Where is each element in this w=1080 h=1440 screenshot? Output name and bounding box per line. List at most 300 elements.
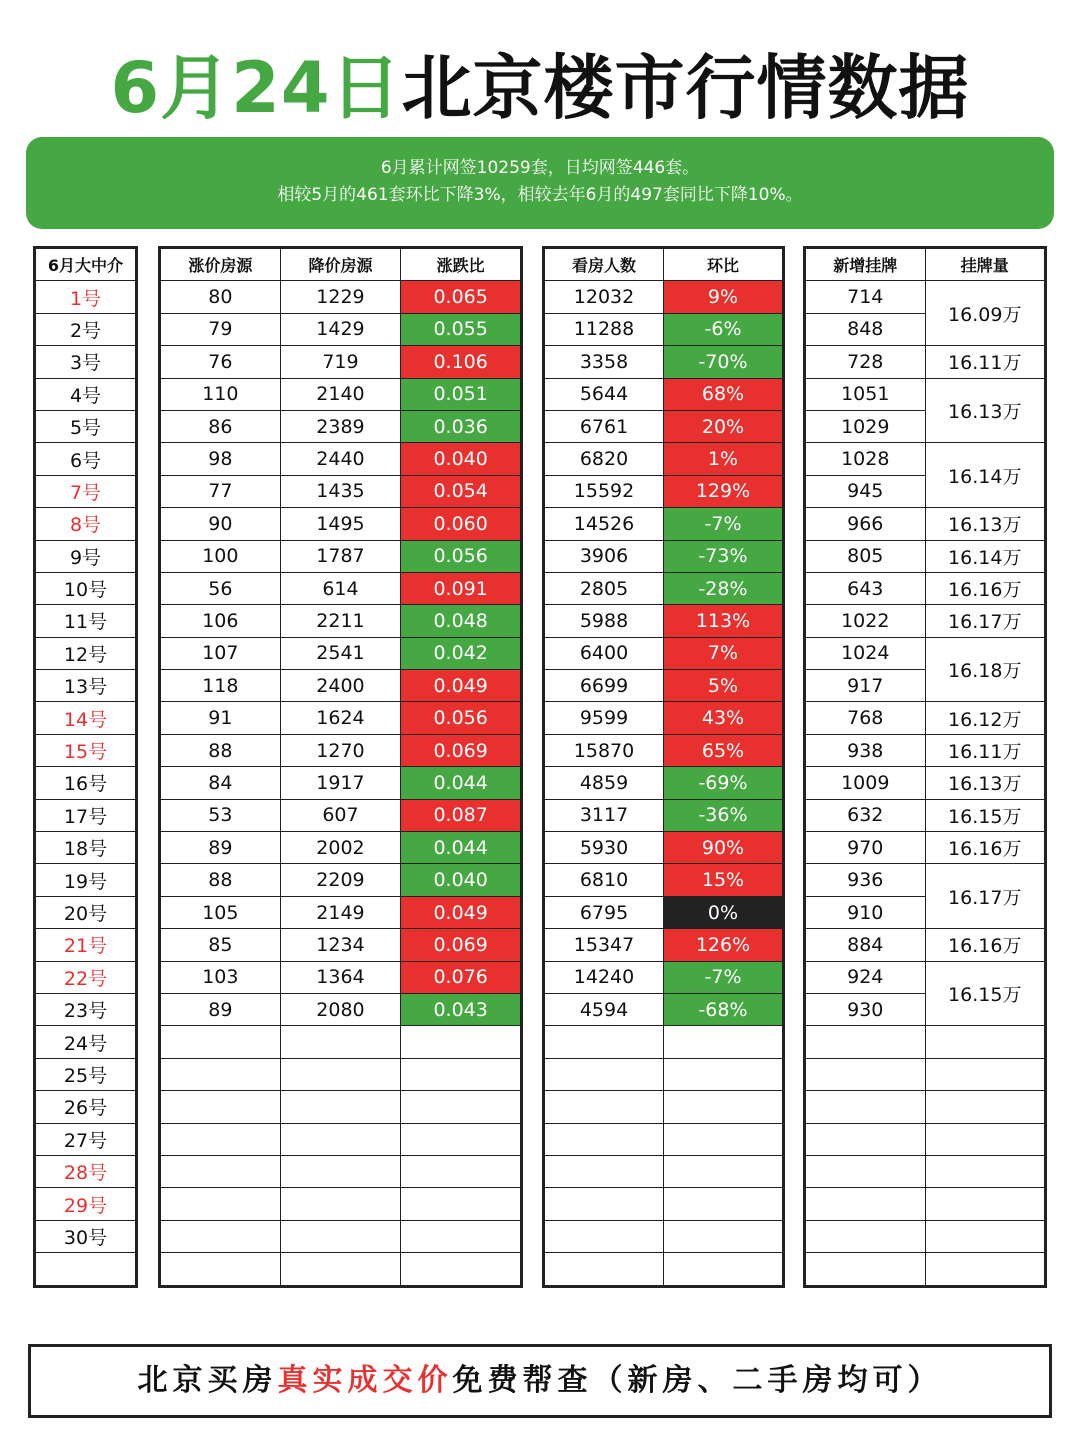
date-cell: 30号: [35, 1220, 137, 1252]
viewers-cell: 5988: [544, 605, 664, 637]
down-cell: 2541: [280, 637, 401, 669]
new-listing-cell: 910: [805, 896, 926, 928]
empty-cell: [805, 1123, 926, 1155]
table-row: [35, 864, 137, 896]
empty-cell: [805, 1220, 926, 1252]
date-cell: 23号: [35, 993, 137, 1025]
footer-text-2: 免费帮查（新房、二手房均可）: [452, 1363, 943, 1398]
table-row: [35, 1155, 137, 1187]
date-cell: 24号: [35, 1026, 137, 1058]
listing-cell: 16.16万: [925, 929, 1046, 961]
down-cell: 2400: [280, 670, 401, 702]
table-row: [35, 670, 137, 702]
ratio-cell: 0.043: [401, 993, 522, 1025]
empty-cell: [544, 1058, 664, 1090]
listing-cell: 16.13万: [925, 508, 1046, 540]
table-row: [544, 346, 784, 378]
empty-cell: [160, 1123, 281, 1155]
viewers-cell: 6795: [544, 896, 664, 928]
up-cell: 86: [160, 410, 281, 442]
table-row: [544, 734, 784, 766]
listing-cell: 16.16万: [925, 572, 1046, 604]
empty-cell: [160, 1091, 281, 1123]
down-cell: 1429: [280, 313, 401, 345]
mom-cell: -68%: [664, 993, 784, 1025]
mom-cell: 1%: [664, 443, 784, 475]
mom-cell: -73%: [664, 540, 784, 572]
viewers-cell: 6400: [544, 637, 664, 669]
empty-cell: [401, 1091, 522, 1123]
date-cell: 29号: [35, 1188, 137, 1220]
up-cell: 88: [160, 734, 281, 766]
table-row: [35, 346, 137, 378]
table-row: [805, 508, 1046, 540]
table-row: [35, 540, 137, 572]
new-listing-cell: 936: [805, 864, 926, 896]
down-cell: 2149: [280, 896, 401, 928]
new-listing-cell: 1028: [805, 443, 926, 475]
table-row: [805, 1253, 1046, 1286]
table-row: [160, 929, 522, 961]
date-cell: 11号: [35, 605, 137, 637]
header-ratio: 涨跌比: [401, 248, 522, 281]
empty-cell: [35, 1253, 137, 1286]
listing-cell: 16.14万: [925, 540, 1046, 572]
down-cell: 719: [280, 346, 401, 378]
ratio-cell: 0.076: [401, 961, 522, 993]
new-listing-cell: 1022: [805, 605, 926, 637]
empty-cell: [664, 1058, 784, 1090]
page-title: [0, 40, 1080, 136]
empty-cell: [805, 1091, 926, 1123]
date-cell: 13号: [35, 670, 137, 702]
table-row: [35, 572, 137, 604]
table-row: [544, 961, 784, 993]
table-row: [544, 832, 784, 864]
table-row: [160, 734, 522, 766]
header-mom: 环比: [664, 248, 784, 281]
empty-cell: [160, 1058, 281, 1090]
table-row: [544, 1091, 784, 1123]
table-row: [544, 864, 784, 896]
table-row: [160, 799, 522, 831]
date-cell: 3号: [35, 346, 137, 378]
down-cell: 1364: [280, 961, 401, 993]
new-listing-cell: 917: [805, 670, 926, 702]
ratio-cell: 0.042: [401, 637, 522, 669]
table-row: [160, 443, 522, 475]
mom-cell: -70%: [664, 346, 784, 378]
table-row: [35, 832, 137, 864]
empty-cell: [805, 1253, 926, 1286]
down-cell: 614: [280, 572, 401, 604]
table-row: [544, 1026, 784, 1058]
down-cell: 1234: [280, 929, 401, 961]
table-row: [805, 799, 1046, 831]
up-cell: 89: [160, 993, 281, 1025]
mom-cell: 90%: [664, 832, 784, 864]
date-cell: 2号: [35, 313, 137, 345]
new-listing-cell: 805: [805, 540, 926, 572]
down-cell: 1787: [280, 540, 401, 572]
ratio-cell: 0.065: [401, 281, 522, 313]
empty-cell: [925, 1123, 1046, 1155]
table-row: [160, 1091, 522, 1123]
table-row: [160, 670, 522, 702]
mom-cell: 15%: [664, 864, 784, 896]
table-row: [544, 1155, 784, 1187]
date-cell: 17号: [35, 799, 137, 831]
empty-cell: [280, 1155, 401, 1187]
empty-cell: [664, 1091, 784, 1123]
up-cell: 84: [160, 767, 281, 799]
up-cell: 56: [160, 572, 281, 604]
table-row: [544, 799, 784, 831]
new-listing-cell: 945: [805, 475, 926, 507]
date-table: [33, 246, 138, 1288]
table-row: [160, 896, 522, 928]
table-row: [544, 1253, 784, 1286]
table-row: [544, 508, 784, 540]
table-row: [544, 572, 784, 604]
mom-cell: 20%: [664, 410, 784, 442]
ratio-cell: 0.048: [401, 605, 522, 637]
viewers-cell: 15592: [544, 475, 664, 507]
table-row: [160, 1123, 522, 1155]
empty-cell: [401, 1058, 522, 1090]
new-listing-cell: 1051: [805, 378, 926, 410]
date-cell: 9号: [35, 540, 137, 572]
ratio-cell: 0.087: [401, 799, 522, 831]
down-cell: 1624: [280, 702, 401, 734]
date-cell: 5号: [35, 410, 137, 442]
table-row: [544, 443, 784, 475]
table-row: [805, 832, 1046, 864]
empty-cell: [544, 1123, 664, 1155]
table-row: [35, 378, 137, 410]
table-row: [544, 281, 784, 313]
table-row: [805, 1091, 1046, 1123]
listing-cell: 16.17万: [925, 605, 1046, 637]
table-row: [35, 443, 137, 475]
date-cell: 7号: [35, 475, 137, 507]
table-row: [160, 475, 522, 507]
empty-cell: [401, 1155, 522, 1187]
up-cell: 80: [160, 281, 281, 313]
summary-line-2: 相较5月的461套环比下降3%，相较去年6月的497套同比下降10%。: [277, 185, 803, 205]
up-cell: 89: [160, 832, 281, 864]
table-row: [544, 378, 784, 410]
up-cell: 100: [160, 540, 281, 572]
up-cell: 53: [160, 799, 281, 831]
table-row: [35, 475, 137, 507]
table-row: [805, 1123, 1046, 1155]
footer-banner: [28, 1344, 1052, 1418]
table-row: [805, 929, 1046, 961]
up-cell: 107: [160, 637, 281, 669]
ratio-cell: 0.044: [401, 767, 522, 799]
viewers-cell: 12032: [544, 281, 664, 313]
viewers-cell: 3117: [544, 799, 664, 831]
summary-line-1: 6月累计网签10259套，日均网签446套。: [380, 158, 700, 178]
date-cell: 28号: [35, 1155, 137, 1187]
viewers-cell: 15870: [544, 734, 664, 766]
up-cell: 110: [160, 378, 281, 410]
empty-cell: [160, 1253, 281, 1286]
header-new-listing: 新增挂牌: [805, 248, 926, 281]
mom-cell: 126%: [664, 929, 784, 961]
table-row: [35, 1058, 137, 1090]
new-listing-cell: 884: [805, 929, 926, 961]
date-cell: 18号: [35, 832, 137, 864]
empty-cell: [401, 1123, 522, 1155]
up-cell: 118: [160, 670, 281, 702]
empty-cell: [280, 1091, 401, 1123]
empty-cell: [925, 1026, 1046, 1058]
listing-cell: 16.11万: [925, 346, 1046, 378]
date-cell: 20号: [35, 896, 137, 928]
mom-cell: 113%: [664, 605, 784, 637]
table-row: [160, 281, 522, 313]
ratio-cell: 0.055: [401, 313, 522, 345]
empty-cell: [544, 1091, 664, 1123]
empty-cell: [805, 1026, 926, 1058]
down-cell: 1917: [280, 767, 401, 799]
table-row: [160, 410, 522, 442]
listing-cell: 16.14万: [925, 443, 1046, 508]
empty-cell: [925, 1155, 1046, 1187]
table-row: [160, 1026, 522, 1058]
date-cell: 6号: [35, 443, 137, 475]
title-date: 6月24日: [110, 47, 402, 129]
down-cell: 1270: [280, 734, 401, 766]
table-row: [805, 1155, 1046, 1187]
empty-cell: [544, 1220, 664, 1252]
ratio-cell: 0.049: [401, 670, 522, 702]
new-listing-cell: 970: [805, 832, 926, 864]
footer-highlight: 真实成交价: [277, 1363, 453, 1398]
table-row: [35, 961, 137, 993]
table-row: [805, 572, 1046, 604]
empty-cell: [544, 1155, 664, 1187]
date-cell: 19号: [35, 864, 137, 896]
empty-cell: [664, 1188, 784, 1220]
empty-cell: [805, 1058, 926, 1090]
viewers-cell: 2805: [544, 572, 664, 604]
header-up: 涨价房源: [160, 248, 281, 281]
listing-cell: 16.16万: [925, 832, 1046, 864]
table-row: [544, 1058, 784, 1090]
table-row: [35, 702, 137, 734]
date-cell: 25号: [35, 1058, 137, 1090]
listing-cell: 16.15万: [925, 799, 1046, 831]
table-row: [805, 1188, 1046, 1220]
table-row: [805, 1220, 1046, 1252]
header-down: 降价房源: [280, 248, 401, 281]
up-cell: 85: [160, 929, 281, 961]
down-cell: 2440: [280, 443, 401, 475]
table-row: [35, 799, 137, 831]
empty-cell: [664, 1220, 784, 1252]
viewers-cell: 6810: [544, 864, 664, 896]
table-row: [805, 605, 1046, 637]
ratio-cell: 0.051: [401, 378, 522, 410]
table-row: [35, 313, 137, 345]
empty-cell: [925, 1220, 1046, 1252]
down-cell: 2211: [280, 605, 401, 637]
date-cell: 27号: [35, 1123, 137, 1155]
up-cell: 77: [160, 475, 281, 507]
empty-cell: [664, 1026, 784, 1058]
table-row: [544, 1220, 784, 1252]
table-row: [544, 1188, 784, 1220]
mom-cell: 68%: [664, 378, 784, 410]
empty-cell: [401, 1253, 522, 1286]
table-row: [160, 1058, 522, 1090]
table-row: [160, 767, 522, 799]
new-listing-cell: 632: [805, 799, 926, 831]
new-listing-cell: 848: [805, 313, 926, 345]
table-row: [160, 832, 522, 864]
viewers-cell: 11288: [544, 313, 664, 345]
viewers-cell: 5930: [544, 832, 664, 864]
table-row: [544, 896, 784, 928]
down-cell: 2209: [280, 864, 401, 896]
date-cell: 15号: [35, 734, 137, 766]
table-row: [35, 1253, 137, 1286]
empty-cell: [925, 1188, 1046, 1220]
date-cell: 22号: [35, 961, 137, 993]
ratio-cell: 0.091: [401, 572, 522, 604]
viewers-cell: 14526: [544, 508, 664, 540]
empty-cell: [664, 1253, 784, 1286]
table-row: [544, 313, 784, 345]
ratio-cell: 0.069: [401, 929, 522, 961]
table-row: [35, 993, 137, 1025]
table-row: [160, 346, 522, 378]
listing-cell: 16.17万: [925, 864, 1046, 929]
table-row: [805, 443, 1046, 475]
ratio-cell: 0.069: [401, 734, 522, 766]
listing-cell: 16.13万: [925, 378, 1046, 443]
listing-cell: 16.18万: [925, 637, 1046, 702]
ratio-cell: 0.054: [401, 475, 522, 507]
table-row: [544, 767, 784, 799]
ratio-cell: 0.049: [401, 896, 522, 928]
table-row: [805, 864, 1046, 896]
table-row: [805, 734, 1046, 766]
new-listing-cell: 768: [805, 702, 926, 734]
mom-cell: 129%: [664, 475, 784, 507]
table-row: [805, 702, 1046, 734]
date-cell: 12号: [35, 637, 137, 669]
mom-cell: 0%: [664, 896, 784, 928]
table-row: [160, 1155, 522, 1187]
table-row: [544, 540, 784, 572]
up-cell: 79: [160, 313, 281, 345]
down-cell: 1229: [280, 281, 401, 313]
ratio-cell: 0.040: [401, 443, 522, 475]
table-row: [35, 1220, 137, 1252]
down-cell: 2140: [280, 378, 401, 410]
table-row: [805, 767, 1046, 799]
mom-cell: 5%: [664, 670, 784, 702]
viewers-cell: 14240: [544, 961, 664, 993]
listing-cell: 16.11万: [925, 734, 1046, 766]
table-row: [544, 670, 784, 702]
table-row: [805, 346, 1046, 378]
table-row: [35, 767, 137, 799]
table-row: [35, 734, 137, 766]
viewers-table: [542, 246, 785, 1288]
empty-cell: [805, 1155, 926, 1187]
new-listing-cell: 728: [805, 346, 926, 378]
new-listing-cell: 924: [805, 961, 926, 993]
listing-cell: 16.12万: [925, 702, 1046, 734]
table-row: [544, 929, 784, 961]
new-listing-cell: 643: [805, 572, 926, 604]
empty-cell: [664, 1155, 784, 1187]
new-listing-cell: 930: [805, 993, 926, 1025]
table-row: [160, 540, 522, 572]
empty-cell: [544, 1026, 664, 1058]
header-listing: 挂牌量: [925, 248, 1046, 281]
new-listing-cell: 1024: [805, 637, 926, 669]
table-row: [35, 637, 137, 669]
down-cell: 1435: [280, 475, 401, 507]
mom-cell: -7%: [664, 508, 784, 540]
table-row: [35, 1026, 137, 1058]
ratio-cell: 0.044: [401, 832, 522, 864]
up-cell: 88: [160, 864, 281, 896]
table-row: [544, 637, 784, 669]
table-row: [35, 1188, 137, 1220]
date-cell: 1号: [35, 281, 137, 313]
table-row: [805, 540, 1046, 572]
empty-cell: [401, 1026, 522, 1058]
mom-cell: -7%: [664, 961, 784, 993]
viewers-cell: 6820: [544, 443, 664, 475]
table-row: [544, 702, 784, 734]
header-viewers: 看房人数: [544, 248, 664, 281]
new-listing-cell: 938: [805, 734, 926, 766]
table-row: [160, 1188, 522, 1220]
empty-cell: [664, 1123, 784, 1155]
up-cell: 103: [160, 961, 281, 993]
up-cell: 76: [160, 346, 281, 378]
empty-cell: [280, 1026, 401, 1058]
table-row: [160, 605, 522, 637]
footer-text-1: 北京买房: [137, 1363, 278, 1398]
table-row: [35, 896, 137, 928]
empty-cell: [280, 1058, 401, 1090]
empty-cell: [805, 1188, 926, 1220]
table-row: [805, 281, 1046, 313]
mom-cell: 65%: [664, 734, 784, 766]
new-listing-cell: 1029: [805, 410, 926, 442]
date-cell: 14号: [35, 702, 137, 734]
table-row: [805, 378, 1046, 410]
title-text: 北京楼市行情数据: [401, 47, 970, 129]
table-row: [160, 508, 522, 540]
up-cell: 90: [160, 508, 281, 540]
empty-cell: [401, 1220, 522, 1252]
date-cell: 26号: [35, 1091, 137, 1123]
table-row: [35, 1091, 137, 1123]
empty-cell: [925, 1058, 1046, 1090]
down-cell: 2389: [280, 410, 401, 442]
header-date: 6月大中介: [35, 248, 137, 281]
